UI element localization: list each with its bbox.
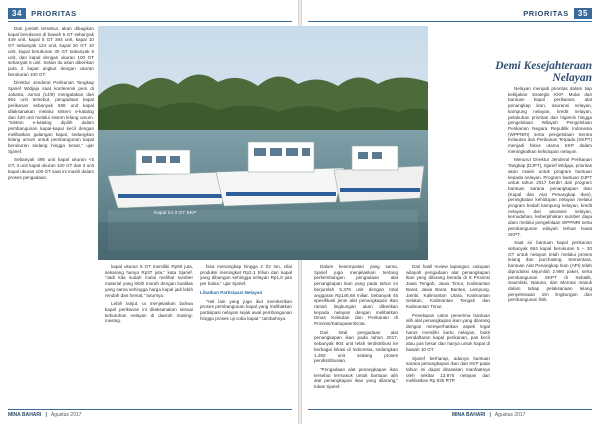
article-title: Demi Kesejahteraan Nelayan [495, 60, 592, 84]
left-section-label: PRIORITAS [31, 8, 77, 18]
paragraph: Direktur Jenderal Perikanan Tangkap Sjarief Widjaja saat konferensi pers di Jakarta, Jumat (14/8) mengatakan dari 664 unit tersebut, pengadaan kapal perikanan sebanyak 568 unit kapal dilaksanakan melalui sistem e-katalog dan 420 unit melalui sistem lelang umum. “Sistem e-katalog dipilih dalam pembangunan kapal-kapal kecil dengan melibatkan galangan kapal, sedangkan lelang umum untuk pembangunan kapal berukuran sedang hingga besar,” ujar Sjarief. [8, 80, 94, 154]
paragraph: Sjarief berharap, adanya bantuan sarana penangkapan ikan dari KKP pada tahun ini dapat dirasakan manfaatnya oleh sekitar 13.975 nelayan dan melibatkan Rp 925 RTP. [406, 355, 490, 384]
right-page-header [518, 6, 592, 20]
footer-magazine-name: MINA BAHARI [8, 412, 42, 418]
left-page-number: 34 [8, 8, 26, 19]
right-page-number: 35 [574, 8, 592, 19]
left-column-1 [8, 26, 94, 183]
paragraph: “Hal lain yang juga ikut memberikan proses pembangunan kapal yang melibatkan partisipasi nelayan sejak awal pembangunan hingga proses uji coba kapal,” tambahnya. [200, 298, 292, 321]
paragraph: Penetapan calon penerima bantuan alih alat penangkapan ikan yang dilarang dengan memperhatikan aspek legal harus memiliki kartu nelayan, bukti pendaftaran kapal perikanan, pas kecil atau pas besar dan hanya untuk kapal di bawah 10 GT. [406, 312, 490, 352]
paragraph: Nelayan menjadi prioritas dalam tiap kebijakan strategis KKP. Mulai dari bantuan kapal perikanan, alat penangkap ikan, asuransi nelayan, kampung nelayan, kredit nelayan, pelabuhan prioritas dan higienis hingga pengelolaan Wilayah Pengelolaan Perikanan Negara Republik Indonesia (WPPNRI) serta pengelolaan Sentra Kelautan dan Perikanan Terpadu (SKPT) menjadi fokus utama KKP dalam meningkatkan kehidupan nelayan. [508, 86, 592, 154]
paragraph: Dalam kesempatan yang sama, Sjarief juga menjelaskan tentang perkembangan pengadaan alat penangkapan ikan yang pada tahun ini berjumlah 5.376 unit dengan total anggaran Rp146,68 miliar. Sebanyak 45 spesifikasi jenis alat penangkapan ikan ramah lingkungan akan diberikan kepada nelayan dengan melibatkan Dinas Kelautan dan Perikanan di Provinsi/Kabupaten/Kota. [314, 264, 398, 327]
paragraph: Sebanyak 495 unit kapal ukuran <5 GT, 3 unit kapal ukuran 100 GT dan 3 unit kapal ukuran 100 GT saat ini masih dalam proses pengadaan. [8, 157, 94, 180]
right-section-label: PRIORITAS [523, 8, 569, 18]
right-footer-rule [308, 409, 592, 410]
paragraph: Dari hasil review lapangan, cakupan wilayah pengadaan alat penangkapan ikan yang dilarang berada di 8 Provinsi Jawa Tengah, Jawa Timur, Kalimantan Barat, Jawa Barat, Banten, Lampung, Jambi, Kalimantan Utara, Kalimantan Selatan, Kalimantan Tengah dan Kalimantan Timur. [406, 264, 490, 309]
right-column-2 [406, 264, 490, 387]
paragraph: Saat ini bantuan kapal perikanan sebanyak 664 kapal berukuran 5 – 30 GT untuk nelayan telah melalui proses lelang dan purchasing. Sementara, bantuan Alat Penangkap Ikan (API) telah diproduksi sejumlah 2.990 paket, serta pembangunan SKPT di Sebatik, Saumlaki, Natuna, dan Morotai masuk dalam tahap pelaksanaan lelang penyelesaian izin lingkungan dan pembangunan fisik. [508, 240, 592, 303]
left-page-header [8, 6, 82, 20]
left-header-rule [8, 21, 292, 22]
paragraph: bisa menangkap hingga 2 t/3 ton, nilai produksi meningkat Rp2,1 triliun dari kapal yang dibangun sehingga nelayan Rp1,8 juta per bulan,” ujar Sjarief. [200, 264, 292, 287]
paragraph: Menurut Direktur Jenderal Perikanan Tangkap (DJPT), Sjarief Widjaja, prioritas akan makin untuk program bantuan kepada nelayan. Program bantuan DJPT untuk tahun 2017 berdiri dari program bantuan sarana penangkapan ikan (Kapal dan Alat Penangkap Ikan), peningkatan kehidupan nelayan melalui program bedah kampung nelayan, kredit nelayan, dan asuransi nelayan, kemudahan, keberpihakan sumber daya alam melalui pengelolaan WPPNRI serta pembangunan wilayah terluar lewat SKPT. [508, 157, 592, 237]
paragraph: kapal ukuran 5 GT memiliki Rp50 juta, sekarang hanya Rp37 juta,” kata Sjarief. “Jadi kita sudah mulai melihat sumber material yang lebih murah dengan kualitas yang sama sehingga harga kapal jadi lebih rendah dan hemat,” tuturnya. [105, 264, 193, 298]
right-header-rule [308, 21, 592, 22]
footer-issue-date: Agustus 2017 [494, 412, 526, 418]
photo-caption: Kapal ini 3 GT KKP [154, 210, 197, 215]
section-subheading: Libatkan Partisipasi Nelayan [200, 289, 263, 295]
footer-issue-date: Agustus 2017 [50, 412, 82, 418]
right-column-3 [508, 86, 592, 306]
footer-magazine-name: MINA BAHARI [452, 412, 486, 418]
left-footer-rule [8, 409, 292, 410]
paragraph: Dari jumlah tersebut, akan dibagikan kapal berukuran di bawah 5 GT sebanyak 449 unit, kapal 5 GT 364 unit, kapal 10 GT sebanyak 124 unit, kapal 20 GT 10 unit, kapal berukuran 30 GT sebanyak 6 unit, dan kapal dengan ukuran 100 GT sebanyak 5 unit. Selain itu akan diberikan pula 2 kapal angkut dengan ukuran berukuran 100 GT. [8, 26, 94, 77]
left-column-3 [200, 264, 292, 324]
left-footer: MINA BAHARI | Agustus 2017 [8, 412, 82, 418]
paragraph: Lebih lanjut, ia menjelaskan bahwa kapal perikanan ini dilaksanakan sesuai kebutuhan nelayan di daerah masing-masing. [105, 301, 193, 324]
paragraph: “Pengadaan alat penangkapan ikan tersebut termasuk untuk bantuan alih alat penangkapan ikan yang dilarang,” tukas Sjarief. [314, 366, 398, 390]
paragraph: Dari total pengadaan alat penangkapan ikan pada tahun 2017, sebanyak 904 unit telah terdistribusi ke berbagai lokasi di Indonesia, sedangkan 1.260 unit sedang proses pendistribusian. [314, 329, 398, 364]
right-column-1 [314, 264, 398, 393]
right-footer: MINA BAHARI | Agustus 2017 [452, 412, 526, 418]
boats-illustration [98, 26, 428, 260]
boats-photo [98, 26, 428, 260]
left-column-2 [105, 264, 193, 327]
